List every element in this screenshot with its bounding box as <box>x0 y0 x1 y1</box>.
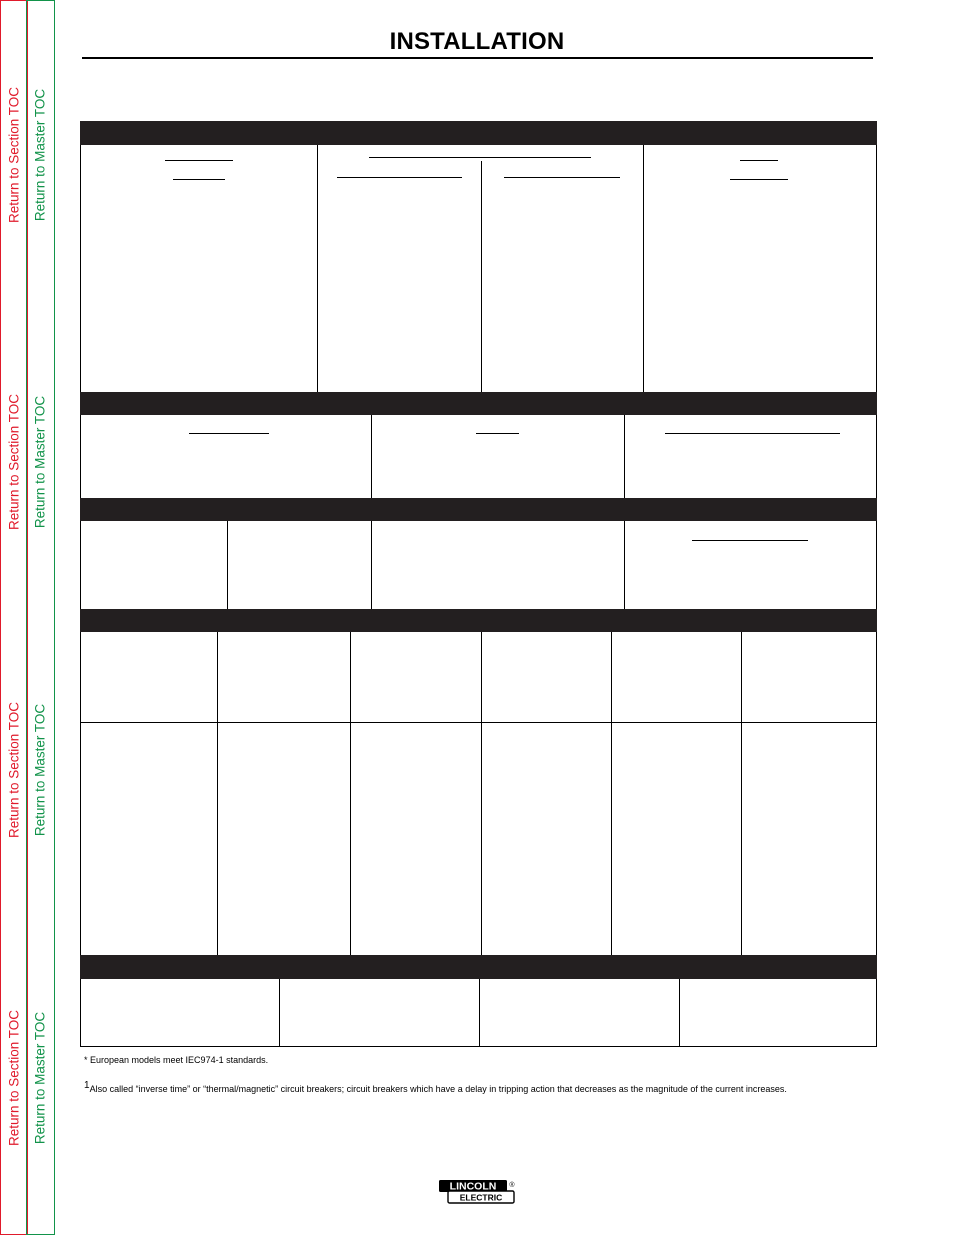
header-underline <box>173 179 225 180</box>
header-underline <box>476 433 519 434</box>
section-bar-output <box>80 392 877 415</box>
footnote-circuit-breakers <box>84 1080 787 1095</box>
header-underline <box>337 177 462 178</box>
column-divider <box>317 145 318 392</box>
title-rule <box>82 57 873 59</box>
page-title: INSTALLATION <box>389 28 565 55</box>
return-to-section-toc-link[interactable]: Return to Section TOC <box>6 1009 22 1147</box>
column-divider <box>624 521 625 609</box>
return-to-master-toc-link[interactable]: Return to Master TOC <box>32 88 48 222</box>
column-divider <box>217 632 218 955</box>
return-to-section-toc-link[interactable]: Return to Section TOC <box>6 701 22 839</box>
registered-mark-icon: ® <box>509 1182 515 1189</box>
header-underline <box>504 177 620 178</box>
column-divider <box>624 415 625 498</box>
column-divider <box>481 161 482 392</box>
header-underline <box>730 179 788 180</box>
return-to-master-toc-link[interactable]: Return to Master TOC <box>32 703 48 837</box>
spec-table <box>80 121 877 1047</box>
section-bar-range <box>80 498 877 521</box>
column-divider <box>279 979 280 1047</box>
return-to-section-toc-link[interactable]: Return to Section TOC <box>6 86 22 224</box>
column-divider <box>227 521 228 609</box>
footnote-text: Also called “inverse time” or “thermal/magnetic” circuit breakers; circuit breakers which have a delay in tripping action that decreases as the magnitude of the current increases. <box>89 1084 787 1094</box>
column-divider <box>479 979 480 1047</box>
section-bar-input <box>80 121 877 145</box>
header-underline <box>189 433 269 434</box>
logo-electric-text: ELECTRIC <box>459 1192 503 1203</box>
footnote-marker: 1 <box>84 1080 90 1091</box>
column-divider <box>611 632 612 955</box>
section-bar-wire-fuse <box>80 609 877 632</box>
header-underline <box>665 433 840 434</box>
return-to-section-toc-link[interactable]: Return to Section TOC <box>6 393 22 531</box>
logo-lincoln-text: LINCOLN <box>449 1180 497 1193</box>
column-divider <box>679 979 680 1047</box>
header-underline <box>369 157 591 158</box>
return-to-master-toc-link[interactable]: Return to Master TOC <box>32 1011 48 1145</box>
return-to-master-toc-link[interactable]: Return to Master TOC <box>32 395 48 529</box>
row-divider <box>80 722 877 723</box>
header-underline <box>165 160 233 161</box>
column-divider <box>371 521 372 609</box>
lincoln-electric-logo[interactable] <box>438 1179 516 1205</box>
section-bar-physical <box>80 955 877 979</box>
header-underline <box>692 540 808 541</box>
column-divider <box>643 145 644 392</box>
header-underline <box>740 160 778 161</box>
footnote-european-models: * European models meet IEC974-1 standards. <box>84 1055 269 1065</box>
column-divider <box>481 632 482 955</box>
column-divider <box>350 632 351 955</box>
column-divider <box>741 632 742 955</box>
column-divider <box>371 415 372 498</box>
